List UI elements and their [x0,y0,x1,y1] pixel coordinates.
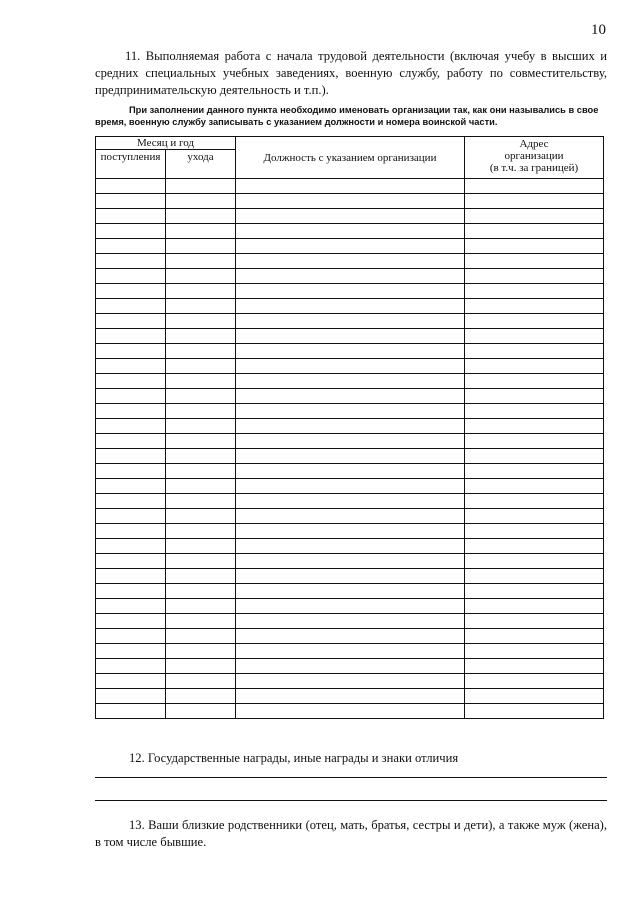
awards-entry-line-1[interactable] [95,777,607,778]
end-date-cell[interactable] [166,209,236,224]
start-date-cell[interactable] [96,524,166,539]
start-date-cell[interactable] [96,434,166,449]
section-11-heading [95,48,607,99]
end-date-cell[interactable] [166,389,236,404]
position-cell[interactable] [236,194,465,209]
position-cell[interactable] [236,644,465,659]
start-date-cell[interactable] [96,239,166,254]
table-row [96,434,604,449]
position-cell[interactable] [236,539,465,554]
address-cell[interactable] [465,359,604,374]
position-cell[interactable] [236,239,465,254]
end-date-cell[interactable] [166,224,236,239]
position-cell[interactable] [236,554,465,569]
table-row [96,389,604,404]
start-date-cell[interactable] [96,344,166,359]
end-date-cell[interactable] [166,449,236,464]
address-cell[interactable] [465,179,604,194]
table-row [96,554,604,569]
end-date-cell[interactable] [166,284,236,299]
start-date-cell[interactable] [96,299,166,314]
start-date-cell[interactable] [96,254,166,269]
table-row [96,209,604,224]
end-date-cell[interactable] [166,494,236,509]
table-row [96,629,604,644]
address-cell[interactable] [465,539,604,554]
start-date-cell[interactable] [96,659,166,674]
position-cell[interactable] [236,629,465,644]
start-date-cell[interactable] [96,329,166,344]
table-row [96,524,604,539]
start-date-cell[interactable] [96,539,166,554]
start-date-header: поступления [96,150,166,179]
table-row [96,539,604,554]
section-11-text: 11. Выполняемая работа с начала трудовой деятельности (включая учебу в высших и средних специальных учебных заведениях, военную службу, работу по совместительству, предпринимательскую деятельность и т.п.). [95,49,607,97]
end-date-cell[interactable] [166,524,236,539]
position-cell[interactable] [236,449,465,464]
start-date-cell[interactable] [96,389,166,404]
address-cell[interactable] [465,434,604,449]
table-row [96,284,604,299]
work-history-rows [96,179,604,719]
table-row [96,344,604,359]
address-cell[interactable] [465,584,604,599]
end-date-cell[interactable] [166,314,236,329]
position-cell[interactable] [236,584,465,599]
start-date-cell[interactable] [96,569,166,584]
fill-instruction-text: При заполнении данного пункта необходимо именовать организации так, как они назывались в свое время, военную службу записывать с указанием должности и номера воинской части. [95,105,599,127]
end-date-cell[interactable] [166,629,236,644]
table-row [96,569,604,584]
start-date-cell[interactable] [96,629,166,644]
table-row [96,419,604,434]
table-row [96,404,604,419]
address-cell[interactable] [465,509,604,524]
start-date-cell[interactable] [96,359,166,374]
start-date-cell[interactable] [96,554,166,569]
address-cell[interactable] [465,674,604,689]
position-cell[interactable] [236,284,465,299]
position-cell[interactable] [236,419,465,434]
start-date-cell[interactable] [96,464,166,479]
end-date-cell[interactable] [166,569,236,584]
table-row [96,509,604,524]
table-row [96,314,604,329]
address-cell[interactable] [465,194,604,209]
position-cell[interactable] [236,359,465,374]
table-row [96,599,604,614]
section-13-heading [95,817,607,851]
position-cell[interactable] [236,374,465,389]
address-cell[interactable] [465,389,604,404]
start-date-cell[interactable] [96,209,166,224]
position-header: Должность с указанием организации [236,137,465,179]
table-row [96,479,604,494]
address-cell[interactable] [465,269,604,284]
address-cell[interactable] [465,689,604,704]
end-date-cell[interactable] [166,269,236,284]
start-date-cell[interactable] [96,644,166,659]
end-date-cell[interactable] [166,404,236,419]
position-cell[interactable] [236,344,465,359]
table-row [96,659,604,674]
start-date-cell[interactable] [96,314,166,329]
address-cell[interactable] [465,644,604,659]
address-cell[interactable] [465,224,604,239]
position-cell[interactable] [236,254,465,269]
position-cell[interactable] [236,224,465,239]
end-date-cell[interactable] [166,359,236,374]
position-cell[interactable] [236,314,465,329]
address-cell[interactable] [465,419,604,434]
start-date-cell[interactable] [96,404,166,419]
address-cell[interactable] [465,299,604,314]
section-13-text: 13. Ваши близкие родственники (отец, мать, братья, сестры и дети), а также муж (жена), в том числе бывшие. [95,818,607,849]
address-cell[interactable] [465,659,604,674]
end-date-cell[interactable] [166,479,236,494]
address-header-line1: Адрес [519,138,549,150]
awards-entry-line-2[interactable] [95,800,607,801]
table-row [96,359,604,374]
end-date-cell[interactable] [166,464,236,479]
address-cell[interactable] [465,599,604,614]
end-date-cell[interactable] [166,344,236,359]
address-cell[interactable] [465,629,604,644]
position-cell[interactable] [236,569,465,584]
end-date-cell[interactable] [166,614,236,629]
start-date-cell[interactable] [96,224,166,239]
address-cell[interactable] [465,374,604,389]
end-date-cell[interactable] [166,689,236,704]
end-date-cell[interactable] [166,659,236,674]
start-date-cell[interactable] [96,674,166,689]
start-date-cell[interactable] [96,194,166,209]
start-date-cell[interactable] [96,284,166,299]
work-history-table [95,136,604,719]
start-date-cell[interactable] [96,614,166,629]
page-number: 10 [591,22,606,38]
table-row [96,299,604,314]
address-cell[interactable] [465,329,604,344]
table-row [96,329,604,344]
address-cell[interactable] [465,239,604,254]
table-row [96,494,604,509]
address-cell[interactable] [465,449,604,464]
start-date-cell[interactable] [96,584,166,599]
table-row [96,614,604,629]
end-date-cell[interactable] [166,674,236,689]
start-date-cell[interactable] [96,509,166,524]
address-cell[interactable] [465,464,604,479]
position-cell[interactable] [236,509,465,524]
end-date-header: ухода [166,150,236,179]
end-date-cell[interactable] [166,419,236,434]
table-row [96,374,604,389]
start-date-cell[interactable] [96,494,166,509]
table-row [96,254,604,269]
start-date-cell[interactable] [96,479,166,494]
end-date-cell[interactable] [166,584,236,599]
table-row [96,179,604,194]
address-cell[interactable] [465,524,604,539]
position-cell[interactable] [236,464,465,479]
end-date-cell[interactable] [166,374,236,389]
table-row [96,674,604,689]
address-cell[interactable] [465,569,604,584]
start-date-cell[interactable] [96,419,166,434]
start-date-cell[interactable] [96,179,166,194]
table-row [96,584,604,599]
address-cell[interactable] [465,494,604,509]
month-year-header: Месяц и год [96,137,236,150]
end-date-cell[interactable] [166,554,236,569]
position-cell[interactable] [236,674,465,689]
end-date-cell[interactable] [166,329,236,344]
position-cell[interactable] [236,689,465,704]
table-row [96,449,604,464]
address-header [465,137,604,179]
address-cell[interactable] [465,254,604,269]
address-cell[interactable] [465,704,604,719]
start-date-cell[interactable] [96,704,166,719]
position-cell[interactable] [236,299,465,314]
table-row [96,269,604,284]
end-date-cell[interactable] [166,599,236,614]
end-date-cell[interactable] [166,539,236,554]
end-date-cell[interactable] [166,509,236,524]
table-row [96,704,604,719]
end-date-cell[interactable] [166,644,236,659]
address-cell[interactable] [465,344,604,359]
position-cell[interactable] [236,434,465,449]
section-12-text: 12. Государственные награды, иные награды и знаки отличия [129,751,459,765]
start-date-cell[interactable] [96,374,166,389]
table-row [96,464,604,479]
start-date-cell[interactable] [96,689,166,704]
fill-instruction-note [95,104,607,128]
end-date-cell[interactable] [166,239,236,254]
end-date-cell[interactable] [166,299,236,314]
start-date-cell[interactable] [96,269,166,284]
address-cell[interactable] [465,554,604,569]
table-row [96,239,604,254]
address-cell[interactable] [465,479,604,494]
position-cell[interactable] [236,524,465,539]
address-header-line3: (в т.ч. за границей) [489,162,579,174]
start-date-cell[interactable] [96,449,166,464]
table-row [96,644,604,659]
position-cell[interactable] [236,704,465,719]
position-cell[interactable] [236,329,465,344]
position-cell[interactable] [236,479,465,494]
position-cell[interactable] [236,179,465,194]
position-cell[interactable] [236,389,465,404]
end-date-cell[interactable] [166,194,236,209]
position-cell[interactable] [236,269,465,284]
start-date-cell[interactable] [96,599,166,614]
address-cell[interactable] [465,314,604,329]
address-cell[interactable] [465,209,604,224]
end-date-cell[interactable] [166,434,236,449]
table-row [96,689,604,704]
end-date-cell[interactable] [166,704,236,719]
end-date-cell[interactable] [166,254,236,269]
address-cell[interactable] [465,614,604,629]
section-12-heading [95,750,607,767]
address-cell[interactable] [465,404,604,419]
table-row [96,194,604,209]
position-cell[interactable] [236,659,465,674]
address-cell[interactable] [465,284,604,299]
position-cell[interactable] [236,614,465,629]
address-header-line2: организации [504,150,564,162]
position-cell[interactable] [236,599,465,614]
position-cell[interactable] [236,209,465,224]
table-row [96,224,604,239]
end-date-cell[interactable] [166,179,236,194]
position-cell[interactable] [236,404,465,419]
position-cell[interactable] [236,494,465,509]
